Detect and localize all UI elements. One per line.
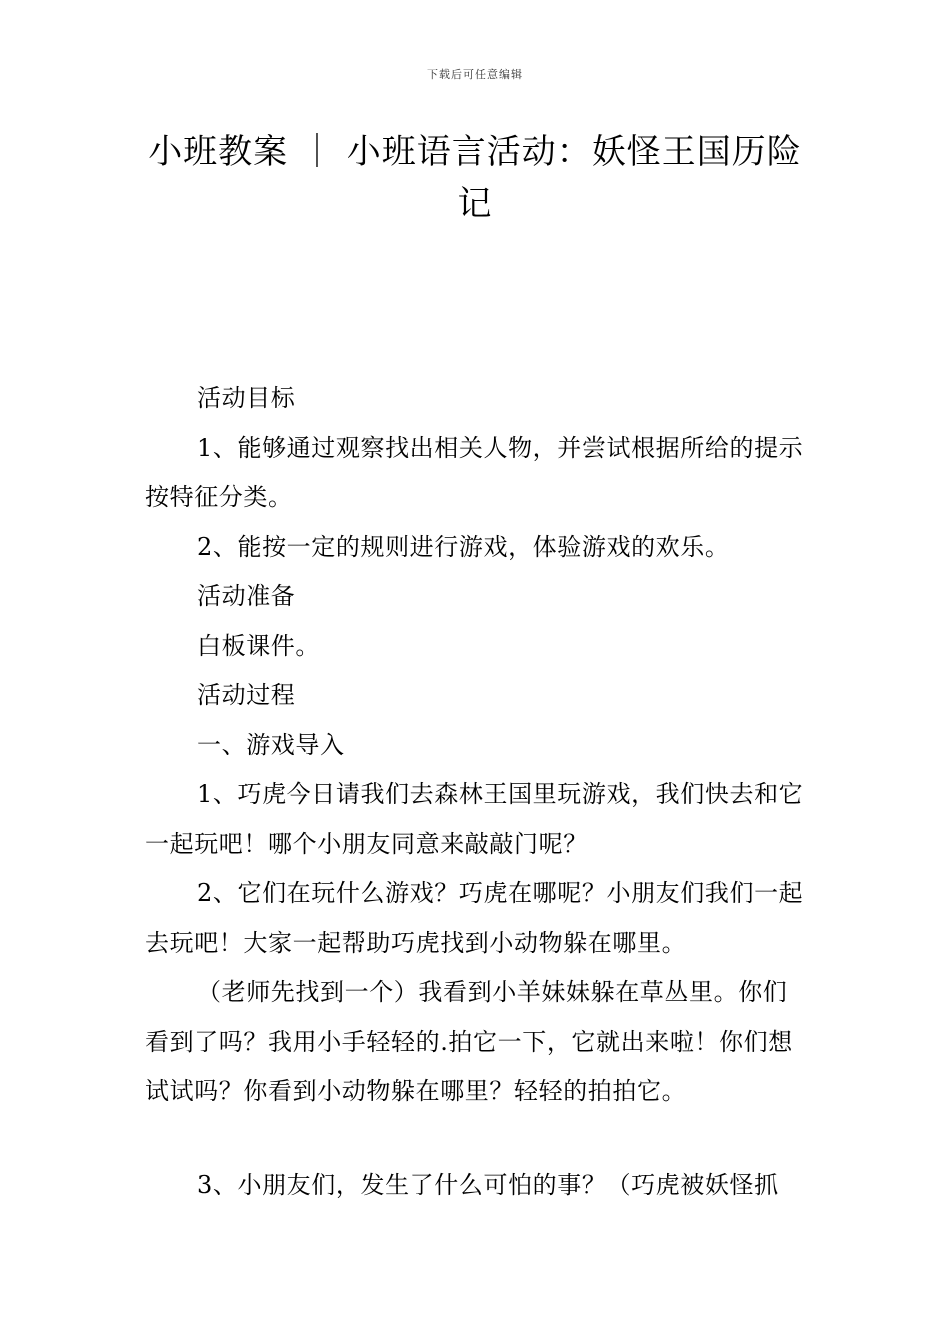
document-title: 小班教案 ｜ 小班语言活动：妖怪王国历险记	[148, 132, 802, 224]
section-heading-preparation: 活动准备	[197, 582, 296, 610]
section-heading-objectives: 活动目标	[197, 384, 296, 412]
paragraph: 2、能按一定的规则进行游戏，体验游戏的欢乐。	[197, 532, 730, 561]
paragraph: 1、巧虎今日请我们去森林王国里玩游戏，我们快去和它一起玩吧！哪个小朋友同意来敲敲门呢？	[145, 780, 804, 858]
page-header-note: 下载后可任意编辑	[427, 68, 523, 81]
paragraph: 2、它们在玩什么游戏？巧虎在哪呢？小朋友们我们一起去玩吧！大家一起帮助巧虎找到小动物躲在哪里。	[145, 879, 804, 957]
paragraph: （老师先找到一个）我看到小羊妹妹躲在草丛里。你们看到了吗？我用小手轻轻的.拍它一下，它就出来啦！你们想试试吗？你看到小动物躲在哪里？轻轻的拍拍它。	[145, 978, 793, 1105]
paragraph: 1、能够通过观察找出相关人物，并尝试根据所给的提示按特征分类。	[145, 433, 804, 511]
subsection-heading: 一、游戏导入	[197, 730, 345, 759]
section-heading-process: 活动过程	[197, 681, 296, 709]
paragraph: 3、小朋友们，发生了什么可怕的事？（巧虎被妖怪抓	[197, 1170, 779, 1199]
paragraph: 白板课件。	[197, 631, 320, 660]
document-body	[145, 374, 807, 1210]
